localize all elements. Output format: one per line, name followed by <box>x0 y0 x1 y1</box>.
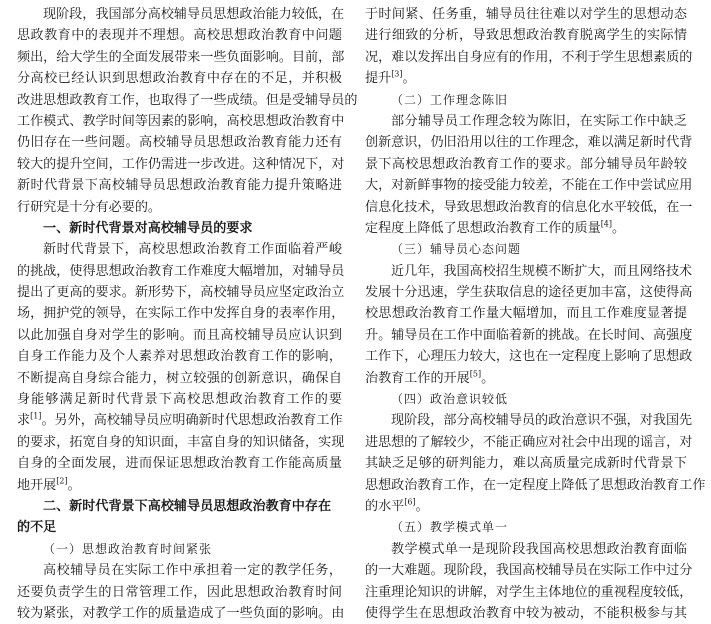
text-line <box>17 560 342 581</box>
right-column <box>365 4 706 624</box>
line-text: 进思想的了解较少，不能正确应对社会中出现的谣言，对 <box>365 434 693 450</box>
line-text: 场，拥护党的领导，在实际工作中发挥自身的表率作用， <box>17 306 345 322</box>
line-text: 工作下，心理压力较大，这也在一定程度上影响了思想政 <box>365 349 693 365</box>
line-text: 发展十分迅速，学生获取信息的途径更加丰富，这使得高 <box>365 285 693 301</box>
line-text: 景下高校思想政治教育工作的要求。部分辅导员年龄较 <box>365 156 687 172</box>
text-line <box>365 218 687 239</box>
text-line <box>17 4 345 25</box>
text-line <box>365 368 687 389</box>
subsection-heading <box>17 539 342 560</box>
line-text: 改进思想政教育工作，也取得了一些成绩。但是受辅导员的 <box>17 92 358 108</box>
line-text-continuation: 。 <box>481 370 495 386</box>
citation-marker: [4] <box>600 219 613 229</box>
line-text: 思想政治教育工作，在一定程度上降低了思想政治教育工作 <box>365 477 706 493</box>
text-line <box>17 603 345 624</box>
text-line <box>365 4 687 25</box>
line-text: 还要负责学生的日常管理工作，因此思想政治教育时间 <box>17 584 342 600</box>
line-text-continuation: 。 <box>415 498 429 514</box>
text-line <box>365 325 693 346</box>
text-line <box>17 25 342 46</box>
text-line <box>365 197 693 218</box>
line-text-continuation: 。 <box>612 220 626 236</box>
line-text: 其缺乏足够的研判能力，难以高质量完成新时代背景下 <box>365 456 687 472</box>
line-text: 以此加强自身对学生的影响。而且高校辅导员应认识到 <box>17 327 342 343</box>
citation-marker: [6] <box>404 497 416 507</box>
line-text: 进行细致的分析，导致思想政治教育脱离学生的实际情 <box>365 28 687 44</box>
line-text: 新时代背景下高校辅导员思想政治教育能力提升策略进 <box>17 178 342 194</box>
text-line <box>17 47 345 68</box>
text-line <box>365 132 693 153</box>
line-text: 分高校已经认识到思想政治教育中存在的不足，并积极 <box>17 71 342 87</box>
line-text: 较为紧张，对教学工作的质量造成了一些负面的影响。由 <box>17 605 345 621</box>
line-text: 二、新时代背景下高校辅导员思想政治教育中存在 <box>43 498 332 514</box>
subsection-heading <box>365 389 687 410</box>
text-line <box>365 475 706 496</box>
line-text: 高校辅导员在实际工作中承担着一定的教学任务， <box>43 563 342 579</box>
text-line <box>17 325 342 346</box>
line-text-continuation: 。另外，高校辅导员应明确新时代思想政治教育工作 <box>41 413 343 429</box>
line-text: 身能够满足新时代背景下高校思想政治教育工作的要 <box>17 392 342 408</box>
line-text: 仍旧存在一些问题。高校辅导员思想政治教育能力还有 <box>17 135 342 151</box>
subsection-heading <box>365 239 687 260</box>
text-line <box>365 346 693 367</box>
line-text: 部分辅导员工作理念较为陈旧，在实际工作中缺乏 <box>391 113 687 129</box>
text-line <box>17 197 342 218</box>
line-text: 于时间紧、任务重，辅导员往往难以对学生的思想动态 <box>365 7 687 22</box>
text-line <box>17 582 342 603</box>
line-text-continuation: 。 <box>402 71 416 87</box>
text-line <box>365 25 687 46</box>
line-text: （三）辅导员心态问题 <box>391 242 522 257</box>
text-line <box>365 175 693 196</box>
text-line <box>365 432 693 453</box>
line-text: 现阶段，我国部分高校辅导员思想政治能力较低，在 <box>43 7 345 22</box>
citation-marker: [2] <box>56 476 68 486</box>
line-text: （四）政治意识较低 <box>391 392 509 407</box>
text-line <box>365 47 693 68</box>
text-line <box>17 261 345 282</box>
line-text: （二）工作理念陈旧 <box>391 92 509 107</box>
text-line <box>17 111 345 132</box>
section-heading <box>17 517 342 538</box>
text-line <box>17 90 358 111</box>
text-line <box>365 410 693 431</box>
line-text: 信息化技术，导致思想政治教育的信息化水平较低，在一 <box>365 199 693 215</box>
line-text: 使得学生在思想政治教育中较为被动，不能积极参与其 <box>365 605 687 621</box>
line-text: 定程度上降低了思想政治教育工作的质量 <box>365 220 601 236</box>
line-text-continuation: 。 <box>67 477 81 493</box>
line-text: （五）教学模式单一 <box>391 520 509 535</box>
line-text: 一、新时代背景对高校辅导员的要求 <box>43 220 253 236</box>
subsection-heading <box>365 517 687 538</box>
line-text: 不断提高自身综合能力，树立较强的创新意识，确保自 <box>17 370 342 386</box>
line-text: 工作模式、教学时间等因素的影响，高校思想政治教育中 <box>17 113 345 129</box>
line-text: 升。辅导员在工作中面临着新的挑战。在长时间、高强度 <box>365 327 693 343</box>
line-text: 行研究是十分有必要的。 <box>17 199 162 215</box>
line-text: 较大的提升空间，工作仍需进一步改进。这种情况下，对 <box>17 156 345 172</box>
line-text: 自身的全面发展，进而保证思想政治教育工作能高质量 <box>17 456 342 472</box>
line-text: 的要求，拓宽自身的知识面，丰富自身的知识储备，实现 <box>17 434 345 450</box>
line-text: 的水平 <box>365 498 405 514</box>
line-text: 现阶段，部分高校辅导员的政治意识不强，对我国先 <box>391 413 693 429</box>
text-line <box>365 261 693 282</box>
text-line <box>17 175 342 196</box>
line-text: 的一大难题。现阶段，我国高校辅导员在实际工作中过分 <box>365 563 693 579</box>
line-text: 的挑战，使得思想政治教育工作难度大幅增加，对辅导员 <box>17 263 345 279</box>
line-text: 频出，给大学生的全面发展带来一些负面影响。目前，部 <box>17 49 345 65</box>
text-line <box>17 389 342 410</box>
citation-marker: [5] <box>469 369 482 379</box>
line-text: 教学模式单一是现阶段我国高校思想政治教育面临 <box>391 541 687 557</box>
section-heading <box>17 496 342 517</box>
text-line <box>365 154 687 175</box>
line-text: （一）思想政治教育时间紧张 <box>43 541 213 556</box>
section-heading <box>17 218 342 239</box>
text-line <box>17 303 345 324</box>
citation-marker: [3] <box>391 69 403 79</box>
text-line <box>17 132 342 153</box>
left-column <box>17 4 358 624</box>
text-line <box>365 111 687 132</box>
line-text: 创新意识，仍旧沿用以往的工作理念，难以满足新时代背 <box>365 135 693 151</box>
line-text: 自身工作能力及个人素养对思想政治教育工作的影响， <box>17 349 342 365</box>
line-text: 新时代背景下，高校思想政治教育工作面临着严峻 <box>43 242 342 258</box>
text-line <box>17 410 342 431</box>
line-text: 注重理论知识的讲解，对学生主体地位的重视程度较低， <box>365 584 693 600</box>
line-text: 的不足 <box>17 520 57 536</box>
line-text: 校思想政治教育工作量大幅增加，而且工作难度显著提 <box>365 306 687 322</box>
text-line <box>365 560 693 581</box>
text-line <box>365 453 687 474</box>
text-line <box>17 154 345 175</box>
text-line <box>17 432 345 453</box>
line-text: 近几年，我国高校招生规模不断扩大，而且网络技术 <box>391 263 693 279</box>
text-line <box>17 346 342 367</box>
text-line <box>17 368 342 389</box>
text-line <box>17 68 342 89</box>
line-text: 求 <box>17 413 31 429</box>
line-text: 况，难以发挥出自身应有的作用，不利于学生思想素质的 <box>365 49 693 65</box>
text-line <box>365 303 687 324</box>
line-text: 提升 <box>365 71 392 87</box>
text-line <box>365 68 687 89</box>
text-line <box>17 475 342 496</box>
text-line <box>365 539 687 560</box>
line-text: 提出了更高的要求。新形势下，高校辅导员应坚定政治立 <box>17 285 345 301</box>
line-text: 大，对新鲜事物的接受能力较差，不能在工作中尝试应用 <box>365 178 693 194</box>
text-line <box>365 582 693 603</box>
text-line <box>17 282 345 303</box>
text-line <box>365 282 693 303</box>
citation-marker: [1] <box>30 412 42 422</box>
text-line <box>17 453 342 474</box>
line-text: 思政教育中的表现并不理想。高校思想政治教育中问题 <box>17 28 342 44</box>
text-line <box>17 239 342 260</box>
line-text: 治教育工作的开展 <box>365 370 470 386</box>
line-text: 地开展 <box>17 477 57 493</box>
text-line <box>365 496 687 517</box>
subsection-heading <box>365 90 687 111</box>
text-line <box>365 603 687 624</box>
